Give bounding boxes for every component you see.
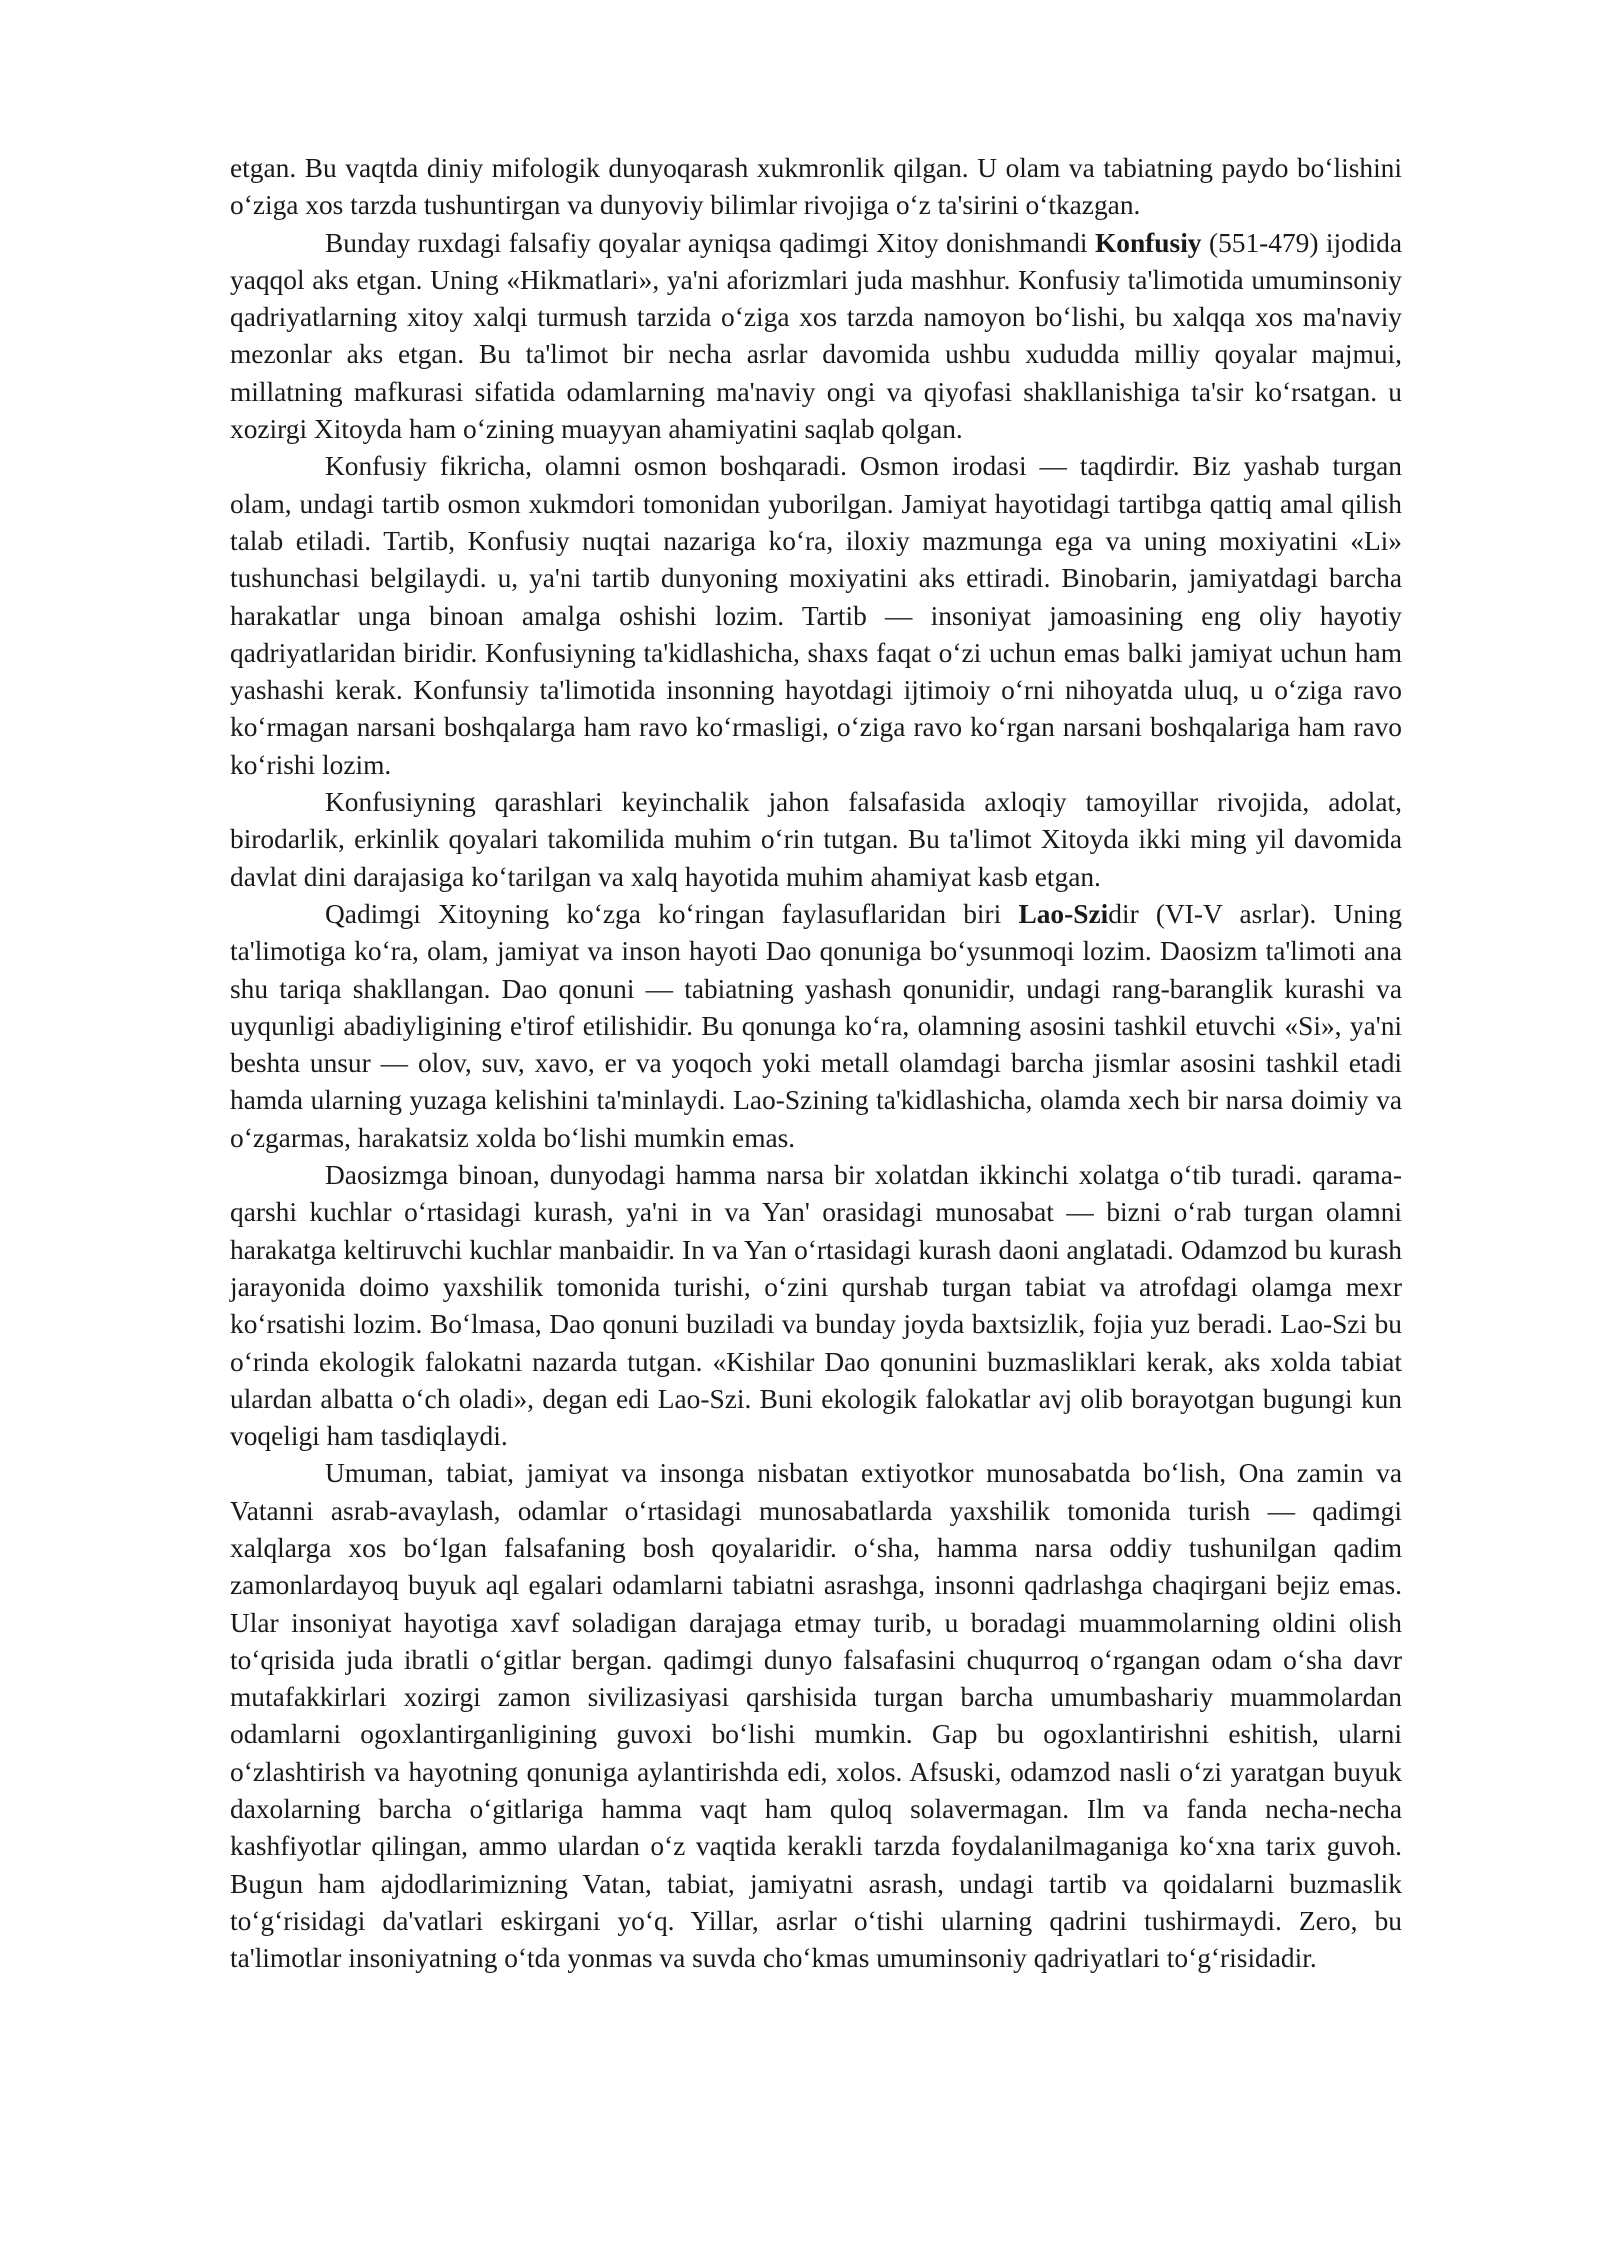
paragraph-2	[230, 225, 1402, 449]
bold-name-lao-szi: Lao-Szi	[1018, 898, 1109, 929]
paragraph-4	[230, 784, 1402, 896]
paragraph-text: (551-479) ijodida yaqqol aks etgan. Uning «Hikmatlari», ya'ni aforizmlari juda mashhur. Konfusiy ta'limotida umuminsoniy qadriyatlarning xitoy xalqi turmush tarzida o‘ziga xos tarzda namoyon bo‘lishi, bu xalqqa xos ma'naviy mezonlar aks etgan. Bu ta'limot bir necha asrlar davomida ushbu xududda milliy qoyalar majmui, millatning mafkurasi sifatida odamlarning ma'naviy ongi va qiyofasi shakllanishiga ta'sir ko‘rsatgan. u xozirgi Xitoyda ham o‘zining muayyan ahamiyatini saqlab qolgan.	[230, 227, 1402, 445]
bold-name-konfusiy: Konfusiy	[1094, 227, 1202, 258]
paragraph-1	[230, 150, 1402, 225]
paragraph-3	[230, 448, 1402, 784]
paragraph-text: Bunday ruxdagi falsafiy qoyalar ayniqsa qadimgi Xitoy donishmandi	[325, 227, 1095, 258]
paragraph-7	[230, 1455, 1402, 1977]
paragraph-text: Qadimgi Xitoyning ko‘zga ko‘ringan faylasuflaridan biri	[325, 898, 1019, 929]
paragraph-text: Konfusiy fikricha, olamni osmon boshqaradi. Osmon irodasi — taqdirdir. Biz yashab turgan olam, undagi tartib osmon xukmdori tomonidan yuborilgan. Jamiyat hayotidagi tartibga qattiq amal qilish talab etiladi. Tartib, Konfusiy nuqtai nazariga ko‘ra, iloxiy mazmunga ega va uning moxiyatini «Li» tushunchasi belgilaydi. u, ya'ni tartib dunyoning moxiyatini aks ettiradi. Binobarin, jamiyatdagi barcha harakatlar unga binoan amalga oshishi lozim. Tartib — insoniyat jamoasining eng oliy hayotiy qadriyatlaridan biridir. Konfusiyning ta'kidlashicha, shaxs faqat o‘zi uchun emas balki jamiyat uchun ham yashashi kerak. Konfunsiy ta'limotida insonning hayotdagi ijtimoiy o‘rni nihoyatda uluq, u o‘ziga ravo ko‘rmagan narsani boshqalarga ham ravo ko‘rmasligi, o‘ziga ravo ko‘rgan narsani boshqalariga ham ravo ko‘rishi lozim.	[230, 451, 1402, 780]
paragraph-text: Umuman, tabiat, jamiyat va insonga nisbatan extiyotkor munosabatda bo‘lish, Ona zamin va Vatanni asrab-avaylash, odamlar o‘rtasidagi munosabatlarda yaxshilik tomonida turish — qadimgi xalqlarga xos bo‘lgan falsafaning bosh qoyalaridir. o‘sha, hamma narsa oddiy tushunilgan qadim zamonlardayoq buyuk aql egalari odamlarni tabiatni asrashga, insonni qadrlashga chaqirgani bejiz emas. Ular insoniyat hayotiga xavf soladigan darajaga etmay turib, u boradagi muammolarning oldini olish to‘qrisida juda ibratli o‘gitlar bergan. qadimgi dunyo falsafasini chuqurroq o‘rgangan odam o‘sha davr mutafakkirlari xozirgi zamon sivilizasiyasi qarshisida turgan barcha umumbashariy muammolardan odamlarni ogoxlantirganligining guvoxi bo‘lishi mumkin. Gap bu ogoxlantirishni eshitish, ularni o‘zlashtirish va hayotning qonuniga aylantirishda edi, xolos. Afsuski, odamzod nasli o‘zi yaratgan buyuk daxolarning barcha o‘gitlariga hamma vaqt ham quloq solavermagan. Ilm va fanda necha-necha kashfiyotlar qilingan, ammo ulardan o‘z vaqtida kerakli tarzda foydalanilmaganiga ko‘xna tarix guvoh. Bugun ham ajdodlarimizning Vatan, tabiat, jamiyatni asrash, undagi tartib va qoidalarni buzmaslik to‘g‘risidagi da'vatlari eskirgani yo‘q. Yillar, asrlar o‘tishi ularning qadrini tushirmaydi. Zero, bu ta'limotlar insoniyatning o‘tda yonmas va suvda cho‘kmas umuminsoniy qadriyatlari to‘g‘risidadir.	[230, 1458, 1402, 1974]
paragraph-text: dir (VI-V asrlar). Uning ta'limotiga ko‘ra, olam, jamiyat va inson hayoti Dao qonuniga bo‘ysunmoqi lozim. Daosizm ta'limoti ana shu tariqa shakllangan. Dao qonuni — tabiatning yashash qonunidir, undagi rang-baranglik kurashi va uyqunligi abadiyligining e'tirof etilishidir. Bu qonunga ko‘ra, olamning asosini tashkil etuvchi «Si», ya'ni beshta unsur — olov, suv, xavo, er va yoqoch yoki metall olamdagi barcha jismlar asosini tashkil etadi hamda ularning yuzaga kelishini ta'minlaydi. Lao-Szining ta'kidlashicha, olamda xech bir narsa doimiy va o‘zgarmas, harakatsiz xolda bo‘lishi mumkin emas.	[230, 898, 1402, 1153]
paragraph-text: Daosizmga binoan, dunyodagi hamma narsa bir xolatdan ikkinchi xolatga o‘tib turadi. qarama-qarshi kuchlar o‘rtasidagi kurash, ya'ni in va Yan' orasidagi munosabat — bizni o‘rab turgan olamni harakatga keltiruvchi kuchlar manbaidir. In va Yan o‘rtasidagi kurash daoni anglatadi. Odamzod bu kurash jarayonida doimo yaxshilik tomonida turishi, o‘zini qurshab turgan tabiat va atrofdagi olamga mexr ko‘rsatishi lozim. Bo‘lmasa, Dao qonuni buziladi va bunday joyda baxtsizlik, fojia yuz beradi. Lao-Szi bu o‘rinda ekologik falokatni nazarda tutgan. «Kishilar Dao qonunini buzmasliklari kerak, aks xolda tabiat ulardan albatta o‘ch oladi», degan edi Lao-Szi. Buni ekologik falokatlar avj olib borayotgan bugungi kun voqeligi ham tasdiqlaydi.	[230, 1160, 1402, 1452]
paragraph-text: Konfusiyning qarashlari keyinchalik jahon falsafasida axloqiy tamoyillar rivojida, adolat, birodarlik, erkinlik qoyalari takomilida muhim o‘rin tutgan. Bu ta'limot Xitoyda ikki ming yil davomida davlat dini darajasiga ko‘tarilgan va xalq hayotida muhim ahamiyat kasb etgan.	[230, 787, 1402, 892]
paragraph-6	[230, 1157, 1402, 1455]
paragraph-text: etgan. Bu vaqtda diniy mifologik dunyoqarash xukmronlik qilgan. U olam va tabiatning paydo bo‘lishini o‘ziga xos tarzda tushuntirgan va dunyoviy bilimlar rivojiga o‘z ta'sirini o‘tkazgan.	[230, 153, 1402, 221]
paragraph-5	[230, 896, 1402, 1157]
document-page	[230, 150, 1402, 1978]
